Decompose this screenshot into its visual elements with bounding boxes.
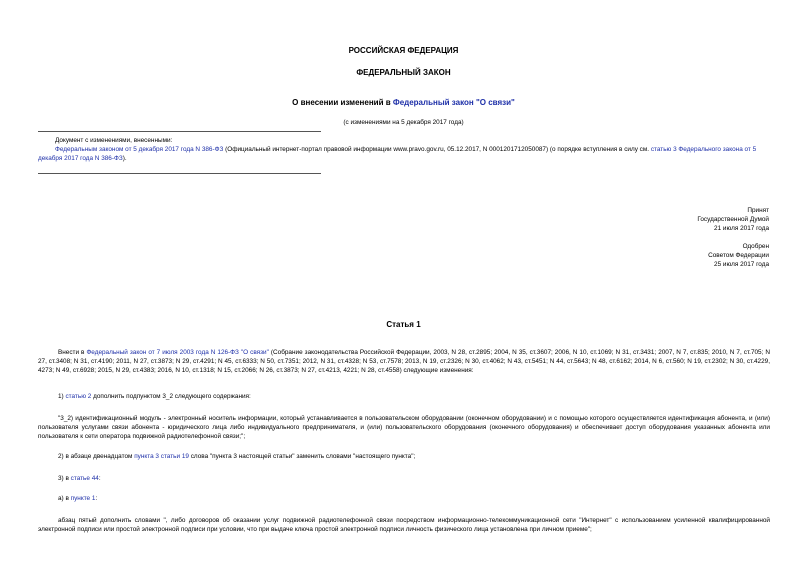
- title-prefix: О внесении изменений в: [292, 98, 393, 107]
- item-1-text: дополнить подпунктом 3_2 следующего содержания:: [91, 393, 251, 400]
- changes-label: Документ с изменениями, внесенными:: [55, 137, 173, 144]
- adopted-by: Государственной Думой: [697, 216, 769, 223]
- adopted-date: 21 июля 2017 года: [714, 225, 769, 232]
- top-divider: [38, 131, 321, 132]
- paragraph-five-addition: абзац пятый дополнить словами ", либо договоров об оказании услуг подвижной радиотелефонной связи посредством информационно-телекоммуникационной сети "Интернет" с использованием усиленной квалифицированной электронной подписи или простой электронной подписи при условии, что при выдаче ключа простой электронной подписи личность физического лица установлена при личном приеме";: [38, 517, 770, 533]
- approved-by: Советом Федерации: [708, 252, 769, 259]
- approved-label: Одобрен: [742, 243, 769, 250]
- adopted-label: Принят: [747, 207, 769, 214]
- point1-link[interactable]: пункте 1: [70, 495, 96, 502]
- article19-link[interactable]: пункта 3 статьи 19: [134, 453, 189, 460]
- item-3-text: :: [98, 475, 101, 482]
- revision-subtitle: (с изменениями на 5 декабря 2017 года): [343, 119, 464, 126]
- item-3: [38, 474, 770, 483]
- article-intro: [38, 348, 770, 375]
- item-2-text: слова "пункта 3 настоящей статьи" заменить словами "настоящего пункта";: [188, 453, 416, 460]
- changes-text: [38, 145, 770, 163]
- changes-box: [38, 136, 770, 163]
- approved-date: 25 июля 2017 года: [714, 261, 769, 268]
- item-1: [38, 392, 770, 401]
- item-3a-text: :: [95, 495, 98, 502]
- item-3a: [38, 494, 770, 503]
- country-heading: РОССИЙСКАЯ ФЕДЕРАЦИЯ: [348, 46, 459, 55]
- doc-type-heading: ФЕДЕРАЛЬНЫЙ ЗАКОН: [356, 68, 451, 77]
- item-3-2-definition: "3_2) идентификационный модуль - электронный носитель информации, который устанавливается в пользовательском оборудовании (оконечном оборудовании) и с помощью которого осуществляется идентификация абонента, и (или) пользователя услугами связи абонента - юридического лица либо индивидуального предпринимателя, и (или) пользовательского оборудования (оконечного оборудования) и обеспечивает доступ оборудования указанных абонента или пользователя к сети оператора подвижной радиотелефонной связи;";: [38, 415, 770, 440]
- amending-law-link[interactable]: Федеральным законом от 5 декабря 2017 года N 386-ФЗ: [55, 146, 224, 153]
- communications-law-link[interactable]: Федеральный закон от 7 июля 2003 года N 126-ФЗ "О связи": [86, 349, 269, 356]
- changes-source: (Официальный интернет-портал правовой информации www.pravo.gov.ru, 05.12.2017, N 0001201712050087) (о порядке вступления в силу см.: [223, 146, 651, 153]
- intro-text: (Собрание законодательства Российской Федерации, 2003, N 28, ст.2895; 2004, N 35, ст.3607; 2006, N 10, ст.1069; N 31, ст.3431; 2007, N 7, ст.835; 2010, N 7, ст.705; N 27, ст.3408; N 31, ст.4190; 2011, N 27, ст.3873; N 29, ст.4291; N 45, ст.6333; N 50, ст.7351; 2012, N 31, ст.4328; N 53, ст.7578; 2013, N 19, ст.2326; N 30, ст.4062; N 43, ст.5451; N 44, ст.5643; N 48, ст.6162; 2014, N 6, ст.560; N 19, ст.2302; N 30, ст.4229, 4273; N 49, ст.6928; 2015, N 29, ст.4383; 2016, N 10, ст.1318; N 15, ст.2066; N 26, ст.3873; N 27, ст.4213, 4221; N 28, ст.4558) следующие изменения:: [38, 349, 771, 374]
- item-3-prefix: 3) в: [58, 475, 71, 482]
- article-heading: Статья 1: [386, 320, 421, 329]
- article44-link[interactable]: статье 44: [70, 475, 99, 482]
- document-title: [0, 98, 807, 107]
- item-3a-prefix: а) в: [58, 495, 71, 502]
- law-link[interactable]: Федеральный закон "О связи": [392, 98, 515, 107]
- intro-prefix: Внести в: [58, 349, 87, 356]
- item-1-prefix: 1): [58, 393, 66, 400]
- article2-link[interactable]: статью 2: [65, 393, 92, 400]
- item-2-prefix: 2) в абзаце двенадцатом: [58, 453, 135, 460]
- item-2: [38, 452, 770, 461]
- changes-end: ).: [122, 155, 127, 162]
- bottom-divider: [38, 173, 321, 174]
- article3-link[interactable]: статью 3 Федерального закона от 5 декабря 2017 года N 386-ФЗ: [38, 146, 757, 162]
- adoption-block: [697, 206, 769, 269]
